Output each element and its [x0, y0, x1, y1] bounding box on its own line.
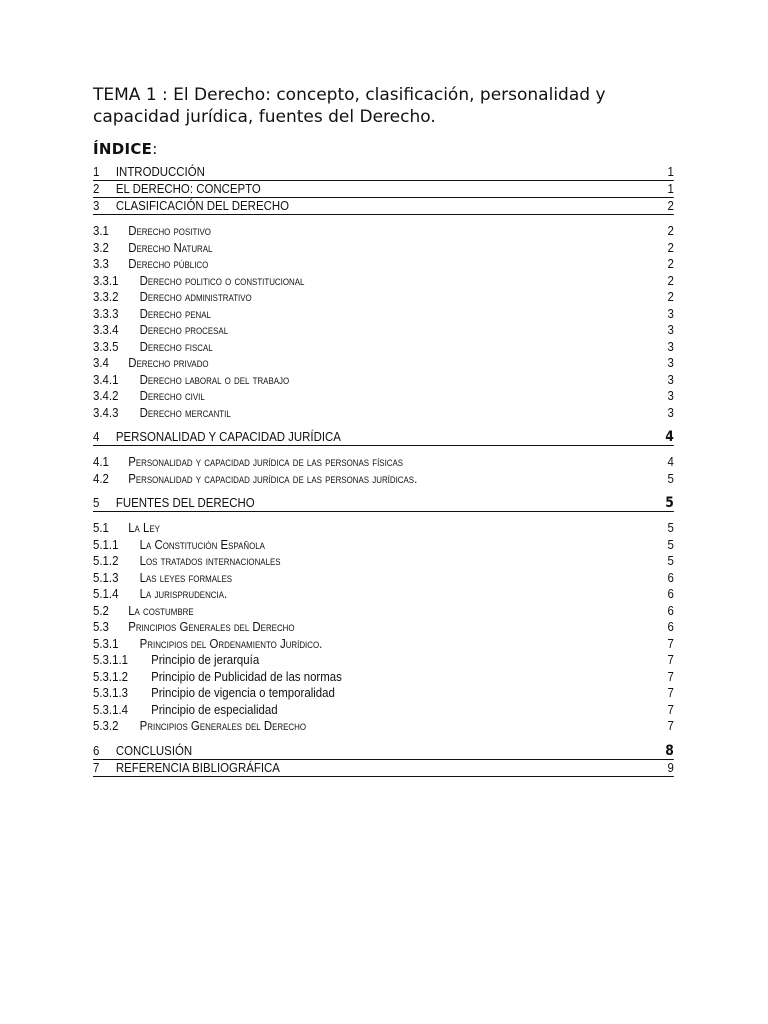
toc-entry[interactable]: [93, 322, 674, 339]
toc-entry-title: Principios del Ordenamiento Jurídico.: [139, 635, 323, 651]
toc-entry-number: 5.3.1: [93, 635, 119, 651]
toc-entry-title: PERSONALIDAD Y CAPACIDAD JURÍDICA: [115, 429, 341, 444]
toc-entry-number: 3.3.2: [93, 289, 119, 304]
toc-entry[interactable]: [93, 520, 674, 537]
toc-entry-title: Principios Generales del Derecho: [139, 718, 307, 733]
toc-entry-number: 3.2: [93, 239, 109, 255]
toc-entry[interactable]: [93, 240, 674, 257]
toc-entry-number: 1: [93, 164, 100, 179]
toc-entry[interactable]: [93, 743, 674, 760]
toc-entry-page: 7: [667, 685, 674, 700]
toc-entry-title: Derecho civil: [139, 388, 205, 403]
toc-entry-title: Derecho administrativo: [139, 289, 252, 304]
toc-entry[interactable]: [93, 603, 674, 620]
toc-entry-number: 5.2: [93, 602, 109, 618]
toc-entry[interactable]: [93, 405, 674, 422]
toc-entry-page: 7: [667, 635, 674, 651]
toc-entry[interactable]: [93, 388, 674, 405]
toc-entry-title: INTRODUCCIÓN: [115, 164, 205, 179]
toc-entry-title: CLASIFICACIÓN DEL DERECHO: [115, 198, 290, 213]
toc-entry-page: 3: [667, 388, 674, 403]
toc-entry-title: Los tratados internacionales: [139, 553, 281, 568]
toc-entry-number: 4.2: [93, 470, 109, 486]
toc-entry-number: 3.3.5: [93, 338, 119, 354]
toc-entry-page: 5: [667, 536, 674, 552]
toc-entry-title: Derecho Natural: [128, 239, 213, 255]
toc-entry[interactable]: [93, 652, 674, 669]
toc-entry[interactable]: [93, 586, 674, 603]
document-title: TEMA 1 : El Derecho: concepto, clasificación, personalidad y capacidad jurídica, fuentes del Derecho.: [93, 85, 606, 127]
toc-entry-number: 5.1.4: [93, 586, 119, 601]
toc-entry-page: 6: [667, 602, 674, 618]
toc-entry-page: 2: [667, 256, 674, 271]
toc-entry-page: 6: [667, 586, 674, 601]
toc-entry-number: 3.4.3: [93, 404, 119, 420]
index-heading: [93, 140, 674, 158]
toc-entry-page: 3: [667, 355, 674, 370]
toc-entry[interactable]: [93, 685, 674, 702]
toc-entry-title: Derecho positivo: [128, 223, 211, 238]
toc-entry[interactable]: [93, 495, 674, 512]
toc-entry-title: Principios Generales del Derecho: [128, 619, 295, 634]
toc-entry-page: 7: [667, 701, 674, 717]
toc-entry-title: REFERENCIA BIBLIOGRÁFICA: [115, 759, 280, 775]
toc-entry[interactable]: [93, 198, 674, 215]
toc-entry-number: 3.3.1: [93, 272, 119, 288]
toc-entry-page: 3: [667, 404, 674, 420]
toc-entry-number: 5.3.1.2: [93, 668, 128, 684]
toc-entry-number: 4: [93, 429, 100, 444]
toc-entry-number: 3.4.1: [93, 371, 119, 387]
toc-entry-title: Derecho público: [128, 256, 209, 271]
toc-entry-number: 3: [93, 198, 100, 213]
toc-entry-page: 6: [667, 619, 674, 634]
toc-entry[interactable]: [93, 164, 674, 181]
toc-entry-number: 5.1.3: [93, 569, 119, 585]
toc-entry-page: 6: [667, 569, 674, 585]
toc-entry-title: Derecho laboral o del trabajo: [139, 371, 290, 387]
toc-entry-page: 5: [667, 553, 674, 568]
toc-entry-title: Personalidad y capacidad jurídica de las personas físicas: [128, 454, 404, 469]
toc-entry-number: 5.3.2: [93, 718, 119, 733]
toc-entry[interactable]: [93, 537, 674, 554]
toc-entry[interactable]: [93, 372, 674, 389]
toc-entry-title: Principio de Publicidad de las normas: [151, 668, 342, 684]
toc-entry-title: FUENTES DEL DERECHO: [115, 495, 255, 510]
toc-entry-page: 7: [667, 668, 674, 684]
toc-entry-number: 3.3.3: [93, 305, 119, 321]
toc-entry-number: 5.3.1.3: [93, 685, 128, 700]
index-heading-colon: :: [152, 140, 158, 158]
toc-entry-page: 3: [667, 338, 674, 354]
toc-entry[interactable]: [93, 718, 674, 735]
toc-entry[interactable]: [93, 669, 674, 686]
toc-entry-number: 5.3: [93, 619, 109, 634]
toc-entry-page: 2: [667, 239, 674, 255]
toc-entry[interactable]: [93, 339, 674, 356]
toc-entry[interactable]: [93, 256, 674, 273]
toc-entry-title: Principio de especialidad: [151, 701, 278, 717]
toc-entry-number: 3.4.2: [93, 388, 119, 403]
toc-entry[interactable]: [93, 355, 674, 372]
toc-entry-page: 7: [667, 718, 674, 733]
toc-entry-page: 9: [667, 759, 674, 775]
toc-entry-title: La jurisprudencia.: [139, 586, 228, 601]
toc-entry-page: 5: [667, 470, 674, 486]
toc-entry-page: 8: [665, 742, 674, 759]
toc-entry-number: 5.3.1.4: [93, 701, 128, 717]
toc-entry-page: 2: [667, 289, 674, 304]
toc-entry[interactable]: [93, 553, 674, 570]
toc-entry-title: La Constitución Española: [139, 536, 265, 552]
toc-entry-title: CONCLUSIÓN: [115, 742, 193, 758]
toc-entry-title: Derecho mercantil: [139, 404, 231, 420]
toc-entry-number: 4.1: [93, 454, 109, 469]
toc-entry[interactable]: [93, 471, 674, 488]
document-page: [93, 84, 674, 777]
toc-entry-number: 5.1.1: [93, 536, 119, 552]
toc-entry[interactable]: [93, 454, 674, 471]
toc-entry[interactable]: [93, 702, 674, 719]
toc-entry-title: EL DERECHO: CONCEPTO: [115, 181, 261, 196]
toc-entry-page: 7: [667, 652, 674, 667]
toc-entry-page: 5: [665, 495, 674, 511]
toc-entry-page: 5: [667, 520, 674, 535]
toc-entry-title: La Ley: [128, 520, 160, 535]
toc-entry[interactable]: [93, 289, 674, 306]
toc-entry-title: La costumbre: [128, 602, 194, 618]
toc-entry-page: 1: [667, 181, 674, 196]
toc-entry-number: 7: [93, 759, 100, 775]
toc-entry-number: 3.4: [93, 355, 109, 370]
toc-entry-number: 5.1: [93, 520, 109, 535]
toc-entry-title: Derecho politico o constitucional: [139, 272, 305, 288]
toc-entry-number: 3.1: [93, 223, 109, 238]
toc-entry-page: 3: [667, 371, 674, 387]
toc-entry[interactable]: [93, 181, 674, 198]
toc-entry-page: 4: [665, 429, 674, 445]
toc-entry[interactable]: [93, 619, 674, 636]
toc-entry-number: 3.3.4: [93, 322, 119, 337]
toc-entry-number: 5: [93, 495, 100, 510]
toc-entry-page: 2: [667, 223, 674, 238]
toc-entry-page: 4: [667, 454, 674, 469]
toc-entry-number: 5.1.2: [93, 553, 119, 568]
toc-entry[interactable]: [93, 223, 674, 240]
toc-entry-page: 2: [667, 272, 674, 288]
toc-entry-title: Derecho penal: [139, 305, 211, 321]
toc-entry-number: 6: [93, 742, 100, 758]
toc-entry-number: 3.3: [93, 256, 109, 271]
toc-entry[interactable]: [93, 570, 674, 587]
toc-entry[interactable]: [93, 306, 674, 323]
toc-entry-page: 3: [667, 322, 674, 337]
toc-entry-title: Derecho privado: [128, 355, 209, 370]
toc-entry-page: 2: [667, 198, 674, 213]
toc-entry-title: Las leyes formales: [139, 569, 233, 585]
toc-entry-number: 5.3.1.1: [93, 652, 128, 667]
toc-entry-number: 2: [93, 181, 100, 196]
toc-entry-title: Principio de jerarquía: [151, 652, 260, 667]
toc-entry-title: Derecho procesal: [139, 322, 229, 337]
toc-entry[interactable]: [93, 273, 674, 290]
toc-entry-title: Personalidad y capacidad jurídica de las personas jurídicas.: [128, 470, 418, 486]
toc-entry-title: Principio de vigencia o temporalidad: [151, 685, 335, 700]
index-heading-label: ÍNDICE: [93, 140, 153, 158]
toc-entry[interactable]: [93, 429, 674, 446]
toc-entry-page: 3: [667, 305, 674, 321]
toc-entry[interactable]: [93, 636, 674, 653]
toc-entry[interactable]: [93, 760, 674, 777]
toc-entry-page: 1: [667, 164, 674, 179]
toc-entry-title: Derecho fiscal: [139, 338, 213, 354]
table-of-contents: [93, 164, 674, 777]
